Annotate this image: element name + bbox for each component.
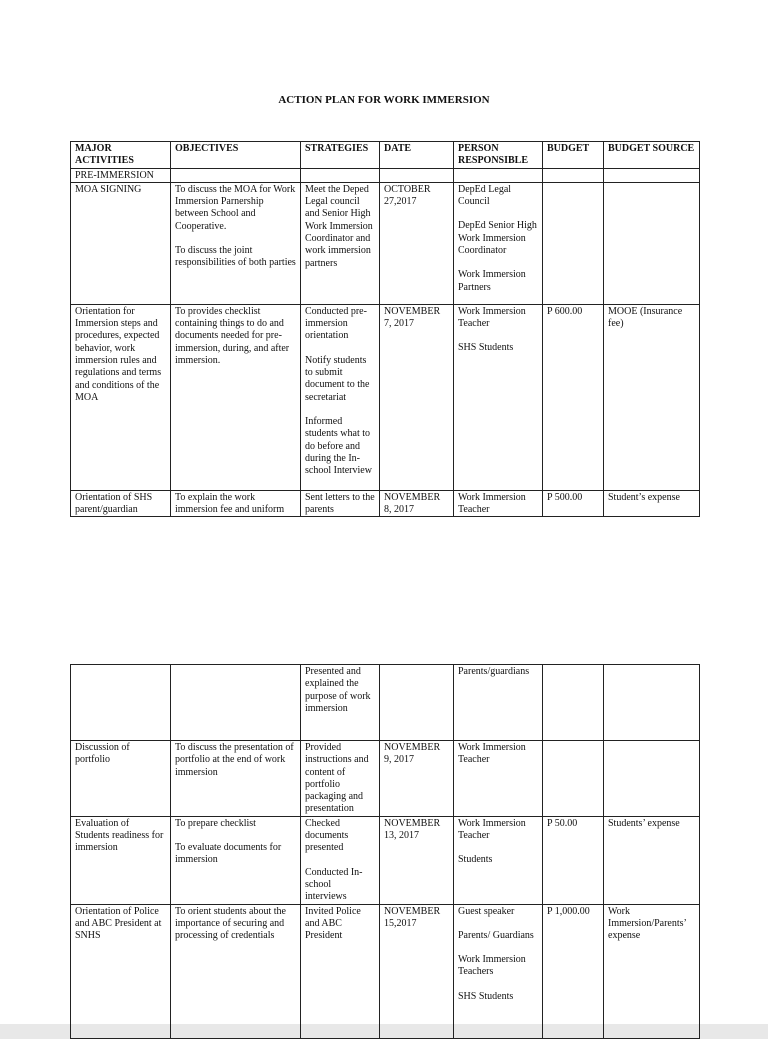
strategies-cell — [301, 304, 380, 490]
objectives-line: To explain the work immersion fee and uniform — [175, 491, 285, 516]
strategies-cell — [301, 665, 380, 741]
budget-cell: P 500.00 — [543, 490, 604, 517]
date-cell: NOVEMBER 9, 2017 — [380, 741, 454, 817]
table-row — [71, 741, 700, 817]
strategies-line: Sent letters to the parents — [305, 491, 375, 516]
date-cell: OCTOBER 27,2017 — [380, 182, 454, 304]
person-responsible-line: Work Immersion Teacher — [458, 742, 526, 766]
budget-source-cell — [604, 182, 700, 304]
objectives-cell — [171, 304, 301, 490]
header-objectives: OBJECTIVES — [171, 142, 301, 169]
budget-cell — [543, 741, 604, 817]
activity-cell: Orientation of Police and ABC President at SNHS — [71, 904, 171, 1038]
table-row — [71, 182, 700, 304]
objectives-line: To discuss the MOA for Work Immersion Parnership between School and Cooperative. — [175, 183, 296, 232]
activity-cell: Discussion of portfolio — [71, 741, 171, 817]
person-responsible-line: Work Immersion Teacher — [458, 305, 526, 330]
header-date: DATE — [380, 142, 454, 169]
strategies-line: Presented and explained the purpose of work immersion — [305, 666, 371, 714]
strategies-line: Invited Police and ABC President — [305, 905, 361, 942]
person-responsible-line: Students — [458, 854, 493, 866]
table-row — [71, 816, 700, 904]
header-major-activities: MAJOR ACTIVITIES — [71, 142, 171, 169]
budget-cell: P 600.00 — [543, 304, 604, 490]
table-row — [71, 665, 700, 741]
budget-cell: P 50.00 — [543, 816, 604, 904]
activity-cell: MOA SIGNING — [71, 182, 171, 304]
person-responsible-cell — [454, 304, 543, 490]
person-responsible-cell — [454, 490, 543, 517]
strategies-line: Conducted In-school interviews — [305, 866, 363, 903]
objectives-line: To orient students about the importance of securing and processing of credentials — [175, 905, 286, 942]
document-title: ACTION PLAN FOR WORK IMMERSION — [278, 94, 490, 106]
budget-cell — [543, 665, 604, 741]
table-row — [71, 490, 700, 517]
objectives-cell — [171, 665, 301, 741]
header-strategies: STRATEGIES — [301, 142, 380, 169]
person-responsible-line: Parents/ Guardians — [458, 929, 534, 941]
strategies-line: Provided instructions and content of portfolio packaging and presentation — [305, 742, 369, 815]
objectives-cell — [171, 182, 301, 304]
header-person-responsible: PERSON RESPONSIBLE — [454, 142, 543, 169]
header-row — [71, 142, 700, 169]
action-plan-table-page-2 — [70, 664, 700, 1039]
objectives-line: To discuss the presentation of portfolio at the end of work immersion — [175, 742, 294, 778]
person-responsible-cell — [454, 816, 543, 904]
strategies-cell — [301, 816, 380, 904]
strategies-cell — [301, 490, 380, 517]
budget-source-cell: Students’ expense — [604, 816, 700, 904]
header-budget-source: BUDGET SOURCE — [604, 142, 700, 169]
person-responsible-line: DepEd Senior High Work Immersion Coordinator — [458, 220, 537, 257]
person-responsible-line: SHS Students — [458, 990, 514, 1002]
date-cell: NOVEMBER 15,2017 — [380, 904, 454, 1038]
objectives-line: To discuss the joint responsibilities of both parties — [175, 245, 296, 269]
date-cell: NOVEMBER 7, 2017 — [380, 304, 454, 490]
objectives-cell — [171, 816, 301, 904]
activity-cell: Orientation for Immersion steps and procedures, expected behavior, work immersion rules and regulations and terms and conditions of the MOA — [71, 304, 171, 490]
next-table-edge — [70, 1016, 700, 1024]
date-cell — [380, 665, 454, 741]
objectives-line: To evaluate documents for immersion — [175, 842, 282, 866]
budget-cell: P 1,000.00 — [543, 904, 604, 1038]
action-plan-table-page-1 — [70, 141, 700, 517]
strategies-line: Meet the Deped Legal council and Senior High Work Immersion Coordinator and work immersion partners — [305, 183, 373, 269]
budget-source-cell: Student’s expense — [604, 490, 700, 517]
budget-source-cell — [604, 665, 700, 741]
budget-source-cell: Work Immersion/Parents’ expense — [604, 904, 700, 1038]
budget-source-cell: MOOE (Insurance fee) — [604, 304, 700, 490]
person-responsible-cell — [454, 665, 543, 741]
section-row — [71, 168, 700, 182]
activity-cell: Orientation of SHS parent/guardian — [71, 490, 171, 517]
objectives-line: To provides checklist containing things to do and documents needed for pre-immersion, during, and after immersion. — [175, 305, 290, 367]
budget-source-cell — [604, 741, 700, 817]
person-responsible-line: Guest speaker — [458, 905, 515, 917]
person-responsible-line: DepEd Legal Council — [458, 183, 512, 208]
objectives-cell — [171, 741, 301, 817]
budget-cell — [543, 182, 604, 304]
strategies-line: Informed students what to do before and during the In-school Interview — [305, 415, 372, 477]
header-budget: BUDGET — [543, 142, 604, 169]
strategies-cell — [301, 182, 380, 304]
date-cell: NOVEMBER 8, 2017 — [380, 490, 454, 517]
person-responsible-cell — [454, 182, 543, 304]
objectives-line: To prepare checklist — [175, 817, 256, 829]
strategies-line: Notify students to submit document to the secretariat — [305, 354, 370, 403]
person-responsible-line: Work Immersion Teachers — [458, 954, 526, 978]
person-responsible-line: Work Immersion Teacher — [458, 817, 526, 842]
activity-cell: Evaluation of Students readiness for immersion — [71, 816, 171, 904]
table-row — [71, 304, 700, 490]
person-responsible-line: SHS Students — [458, 342, 514, 354]
strategies-line: Checked documents presented — [305, 817, 349, 854]
strategies-line: Conducted pre-immersion orientation — [305, 305, 367, 342]
section-label: PRE-IMMERSION — [71, 168, 171, 182]
person-responsible-line: Parents/guardians — [458, 666, 530, 677]
person-responsible-cell — [454, 741, 543, 817]
objectives-cell — [171, 490, 301, 517]
person-responsible-line: Work Immersion Teacher — [458, 491, 526, 516]
activity-cell — [71, 665, 171, 741]
strategies-cell — [301, 741, 380, 817]
person-responsible-line: Work Immersion Partners — [458, 269, 526, 293]
date-cell: NOVEMBER 13, 2017 — [380, 816, 454, 904]
